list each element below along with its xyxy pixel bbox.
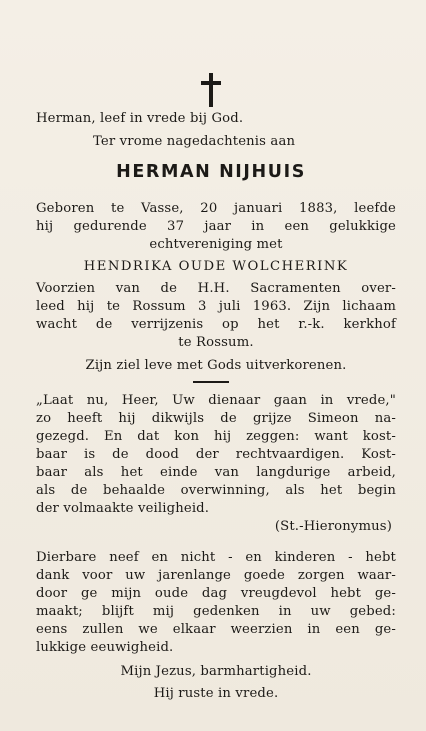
death-line-4: te Rossum. bbox=[178, 335, 254, 350]
bio-line-3: echtvereniging met bbox=[149, 237, 283, 252]
cross-icon bbox=[200, 73, 222, 107]
blessing-line: Zijn ziel leve met Gods uitverkorenen. bbox=[85, 358, 347, 373]
farewell-line-3: door ge mijn oude dag vreugdevol hebt ge- bbox=[36, 586, 396, 601]
quote-line-3: gezegd. En dat kon hij zeggen: want kost- bbox=[36, 429, 396, 444]
farewell-line-4: maakt; blijft mij gedenken in uw gebed: bbox=[36, 604, 396, 619]
prayer-line: Mijn Jezus, barmhartigheid. bbox=[120, 664, 312, 679]
quote-line-7: der volmaakte veiligheid. bbox=[36, 501, 210, 516]
bio-line-2: hij gedurende 37 jaar in een gelukkige bbox=[36, 219, 396, 234]
death-line-1: Voorzien van de H.H. Sacramenten over- bbox=[36, 281, 396, 296]
quote-line-1: „Laat nu, Heer, Uw dienaar gaan in vrede," bbox=[36, 393, 396, 408]
quote-attribution: (St.-Hieronymus) bbox=[274, 519, 392, 534]
death-line-3: wacht de verrijzenis op het r.-k. kerkhof bbox=[36, 317, 396, 332]
bio-line-1: Geboren te Vasse, 20 januari 1883, leefde bbox=[36, 201, 396, 216]
spouse-name: HENDRIKA OUDE WOLCHERINK bbox=[83, 259, 349, 274]
closing-line: Hij ruste in vrede. bbox=[153, 686, 279, 701]
quote-line-2: zo heeft hij dikwijls de grijze Simeon na- bbox=[36, 411, 396, 426]
memory-line: Ter vrome nagedachtenis aan bbox=[93, 134, 296, 149]
farewell-line-6: lukkige eeuwigheid. bbox=[36, 640, 174, 655]
quote-line-4: baar is de dood der rechtvaardigen. Kost- bbox=[36, 447, 396, 462]
farewell-line-1: Dierbare neef en nicht - en kinderen - hebt bbox=[36, 550, 396, 565]
opening-line: Herman, leef in vrede bij God. bbox=[36, 111, 244, 126]
death-line-2: leed hij te Rossum 3 juli 1963. Zijn lichaam bbox=[36, 299, 396, 314]
farewell-line-5: eens zullen we elkaar weerzien in een ge- bbox=[36, 622, 396, 637]
quote-line-6: als de behaalde overwinning, als het begin bbox=[36, 483, 396, 498]
divider-rule bbox=[193, 381, 229, 383]
farewell-line-2: dank voor uw jarenlange goede zorgen waar- bbox=[36, 568, 396, 583]
quote-line-5: baar als het einde van langdurige arbeid, bbox=[36, 465, 396, 480]
deceased-name: HERMAN NIJHUIS bbox=[116, 162, 306, 182]
